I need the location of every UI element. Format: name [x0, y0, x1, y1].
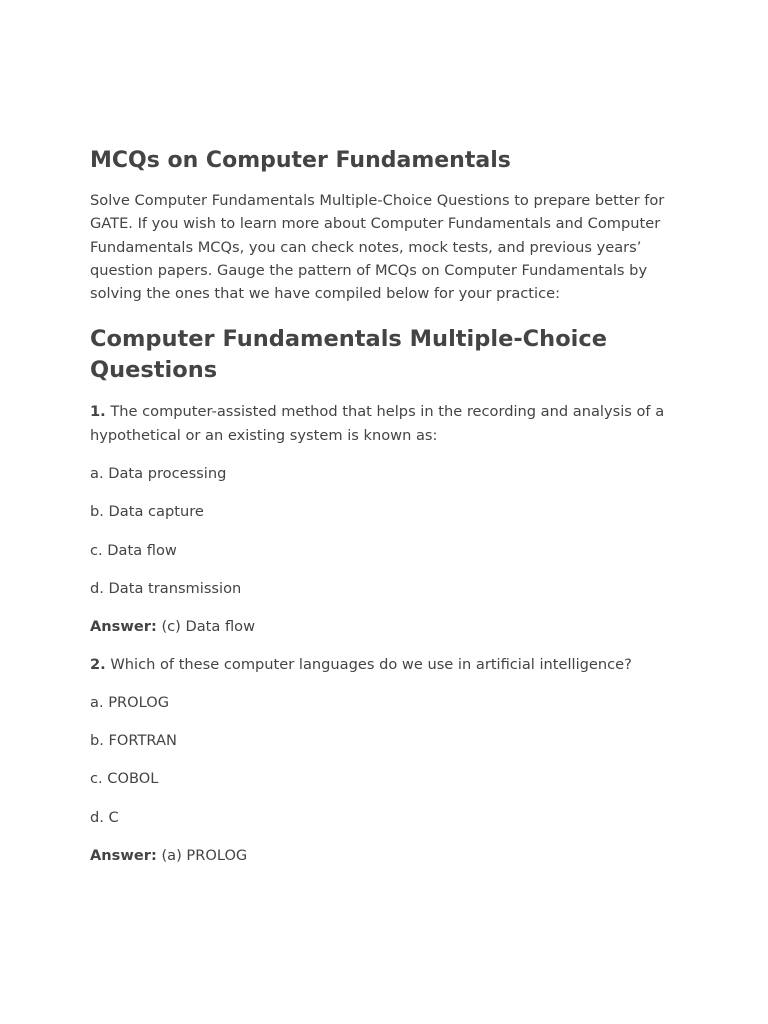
question-block-1 [90, 400, 678, 638]
question-2 [90, 653, 678, 676]
answer-value: (c) Data flow [161, 618, 256, 636]
question-1 [90, 400, 678, 447]
question-text: Which of these computer languages do we use in artificial intelligence? [110, 655, 632, 673]
page-title: MCQs on Computer Fundamentals [90, 148, 511, 173]
question-number: 2. [90, 655, 106, 673]
answer-value: (a) PROLOG [161, 847, 248, 865]
option-b: b. Data capture [90, 503, 204, 521]
option-d: d. C [90, 808, 119, 826]
intro-paragraph: Solve Computer Fundamentals Multiple-Choice Questions to prepare better for GATE. If you wish to learn more about Computer Fundamentals and Computer Fundamentals MCQs, you can check notes, mock tests, and previous years’ question papers. Gauge the pattern of MCQs on Computer Fundamentals by solving the ones that we have compiled below for your practice: [90, 192, 665, 303]
section-heading: Computer Fundamentals Multiple-Choice Questions [90, 326, 607, 384]
option-a: a. Data processing [90, 465, 227, 483]
answer-label: Answer: [90, 847, 157, 865]
answer-1 [90, 615, 678, 638]
option-d: d. Data transmission [90, 579, 242, 597]
option-c: c. Data flow [90, 541, 177, 559]
question-number: 1. [90, 403, 106, 421]
question-block-2 [90, 653, 678, 868]
option-b: b. FORTRAN [90, 732, 177, 750]
answer-2 [90, 844, 678, 867]
answer-label: Answer: [90, 618, 157, 636]
question-text: The computer-assisted method that helps in the recording and analysis of a hypothetical or an existing system is known as: [90, 403, 665, 444]
option-a: a. PROLOG [90, 693, 170, 711]
option-c: c. COBOL [90, 770, 159, 788]
